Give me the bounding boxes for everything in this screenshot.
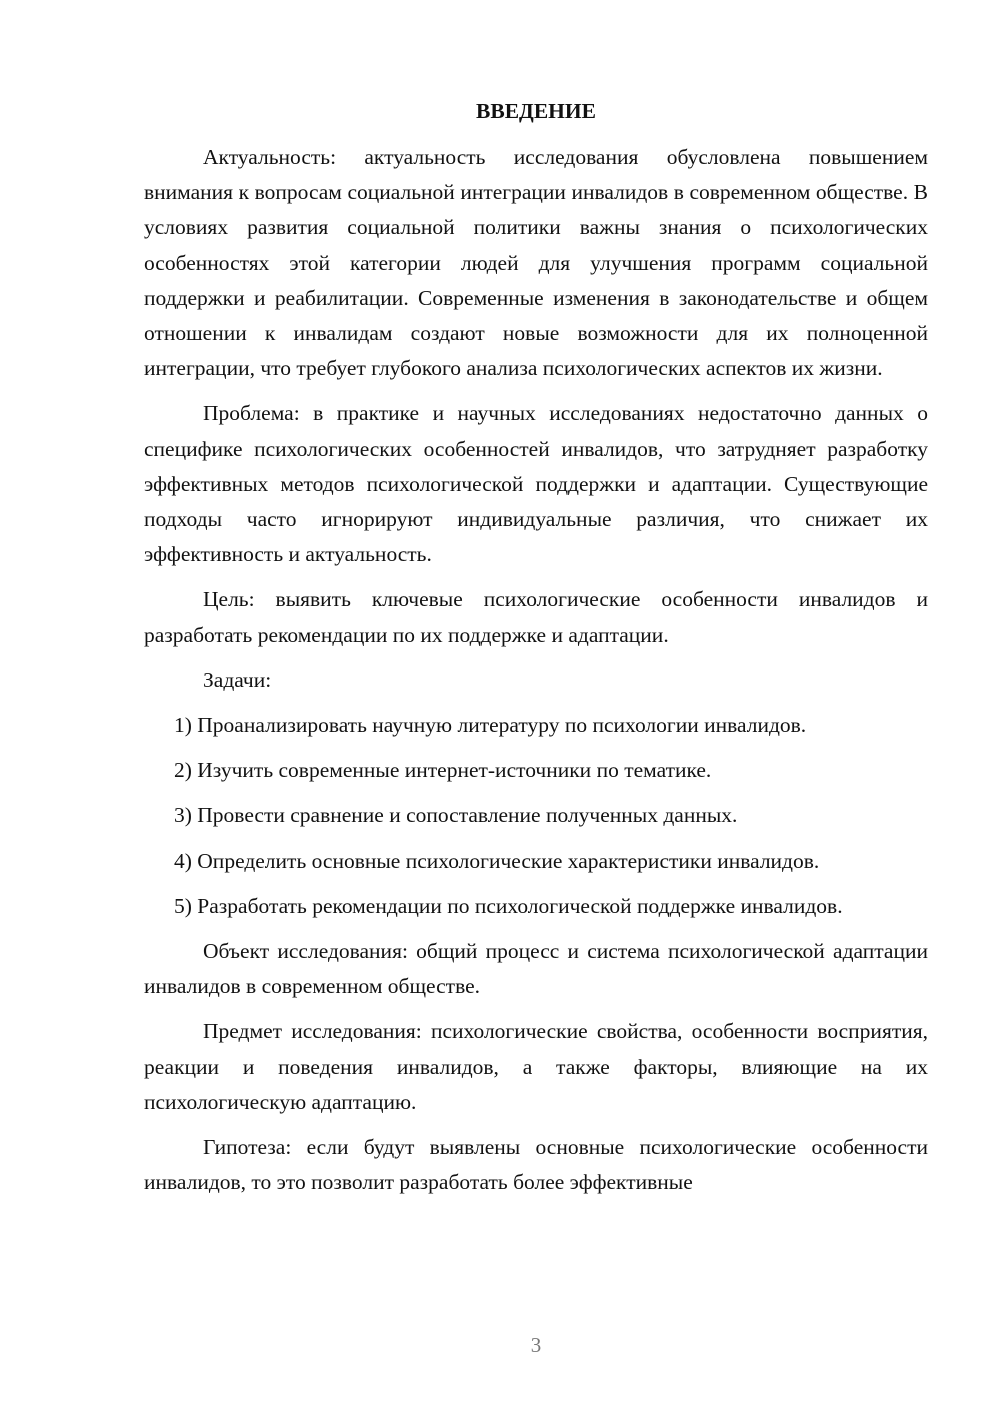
- tasks-heading: Задачи:: [203, 667, 272, 692]
- paragraph-subject: Предмет исследования: психологические свойства, особенности восприятия, реакции и поведения инвалидов, а также факторы, влияющие на их психологическую адаптацию.: [144, 1019, 928, 1114]
- task-item-5: 5) Разработать рекомендации по психологической поддержке инвалидов.: [174, 893, 843, 918]
- task-item-2: 2) Изучить современные интернет-источники по тематике.: [174, 758, 712, 783]
- paragraph-problem: Проблема: в практике и научных исследованиях недостаточно данных о специфике психологических особенностей инвалидов, что затрудняет разработку эффективных методов психологической поддержки и адаптации. Существующие подходы часто игнорируют индивидуальные различия, что снижает их эффективность и актуальность.: [144, 401, 928, 567]
- paragraph-hypothesis: Гипотеза: если будут выявлены основные психологические особенности инвалидов, то это позволит разработать более эффективные: [144, 1135, 928, 1195]
- task-item-3: 3) Провести сравнение и сопоставление полученных данных.: [174, 803, 738, 828]
- page-title: ВВЕДЕНИЕ: [476, 99, 596, 123]
- paragraph-object: Объект исследования: общий процесс и система психологической адаптации инвалидов в современном обществе.: [144, 939, 928, 999]
- task-item-4: 4) Определить основные психологические характеристики инвалидов.: [174, 848, 820, 873]
- paragraph-goal: Цель: выявить ключевые психологические особенности инвалидов и разработать рекомендации по их поддержке и адаптации.: [144, 587, 928, 647]
- task-item-1: 1) Проанализировать научную литературу по психологии инвалидов.: [174, 713, 807, 738]
- page-content: [144, 96, 928, 1210]
- paragraph-relevance: Актуальность: актуальность исследования обусловлена повышением внимания к вопросам социальной интеграции инвалидов в современном обществе. В условиях развития социальной политики важны знания о психологических особенностях этой категории людей для улучшения программ социальной поддержки и реабилитации. Современные изменения в законодательстве и общем отношении к инвалидам создают новые возможности для их полноценной интеграции, что требует глубокого анализа психологических аспектов их жизни.: [144, 145, 928, 381]
- page-number: 3: [530, 1333, 542, 1357]
